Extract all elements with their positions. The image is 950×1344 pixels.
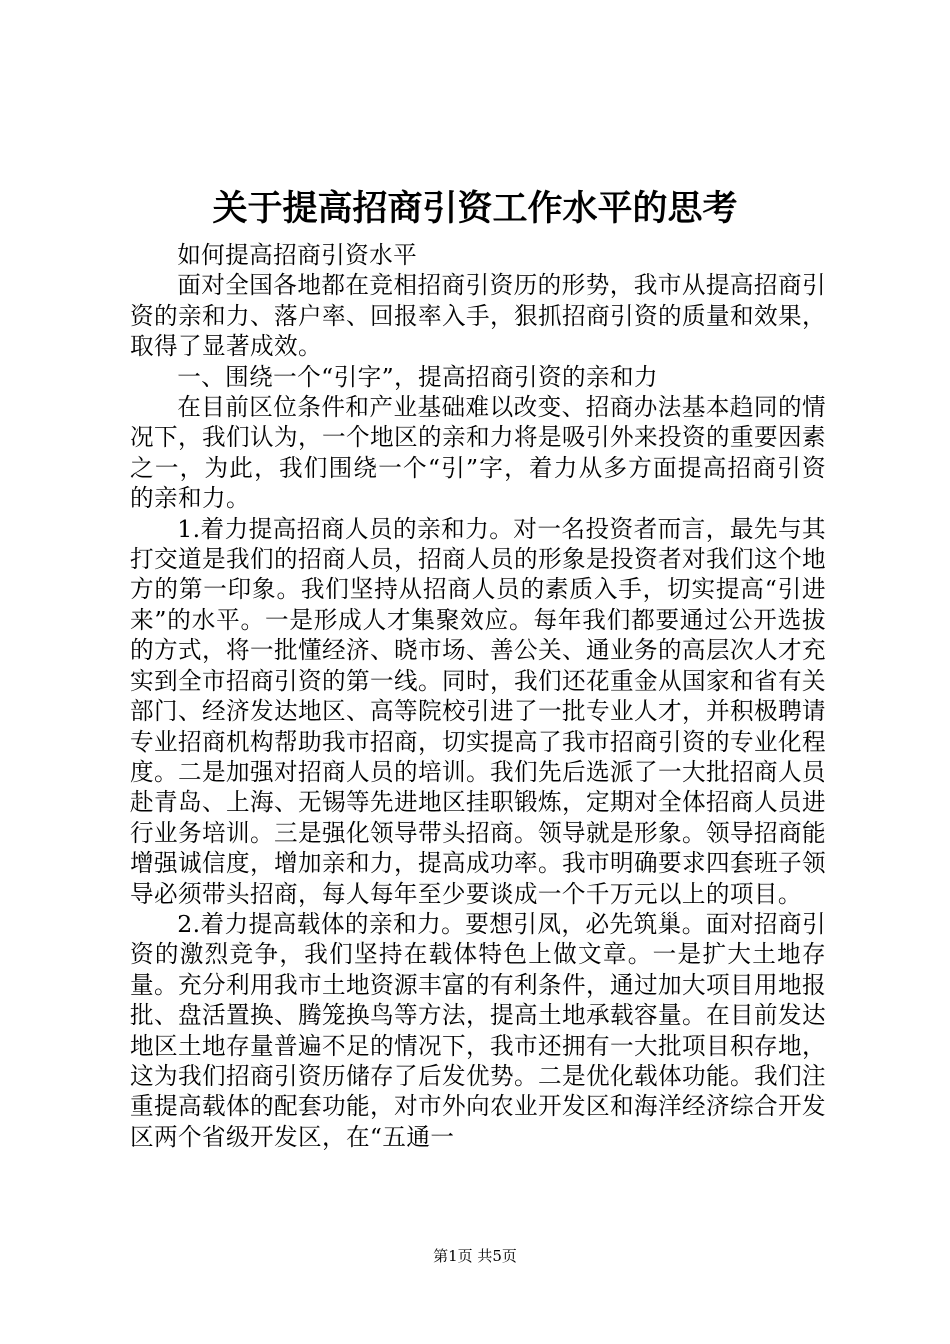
body-paragraph: 1.着力提高招商人员的亲和力。对一名投资者而言，最先与其打交道是我们的招商人员，招商人员的形象是投资者对我们这个地方的第一印象。我们坚持从招商人员的素质入手，切实提高“引进来”的水平。一是形成人才集聚效应。每年我们都要通过公开选拔的方式，将一批懂经济、晓市场、善公关、通业务的高层次人才充实到全市招商引资的第一线。同时，我们还花重金从国家和省有关部门、经济发达地区、高等院校引进了一批专业人才，并积极聘请专业招商机构帮助我市招商，切实提高了我市招商引资的专业化程度。二是加强对招商人员的培训。我们先后选派了一大批招商人员赴青岛、上海、无锡等先进地区挂职锻炼，定期对全体招商人员进行业务培训。三是强化领导带头招商。领导就是形象。领导招商能增强诚信度，增加亲和力，提高成功率。我市明确要求四套班子领导必须带头招商，每人每年至少要谈成一个千万元以上的项目。 [130,514,826,908]
document-body [130,240,826,1152]
body-paragraph: 在目前区位条件和产业基础难以改变、招商办法基本趋同的情况下，我们认为，一个地区的亲和力将是吸引外来投资的重要因素之一，为此，我们围绕一个“引”字，着力从多方面提高招商引资的亲和力。 [130,393,826,513]
subtitle-paragraph: 如何提高招商引资水平 [177,241,418,269]
document-title: 关于提高招商引资工作水平的思考 [212,188,738,229]
section-heading: 一、围绕一个“引字”，提高招商引资的亲和力 [177,362,658,391]
intro-paragraph: 面对全国各地都在竞相招商引资历的形势，我市从提高招商引资的亲和力、落户率、回报率入手，狠抓招商引资的质量和效果，取得了显著成效。 [130,271,826,361]
body-paragraph: 2.着力提高载体的亲和力。要想引凤，必先筑巢。面对招商引资的激烈竞争，我们坚持在载体特色上做文章。一是扩大土地存量。充分利用我市土地资源丰富的有利条件，通过加大项目用地报批、盘活置换、腾笼换鸟等方法，提高土地承载容量。在目前发达地区土地存量普遍不足的情况下，我市还拥有一大批项目积存地，这为我们招商引资历储存了后发优势。二是优化载体功能。我们注重提高载体的配套功能，对市外向农业开发区和海洋经济综合开发区两个省级开发区，在“五通一 [130,909,826,1151]
page-number-footer: 第1页 共5页 [433,1247,517,1265]
